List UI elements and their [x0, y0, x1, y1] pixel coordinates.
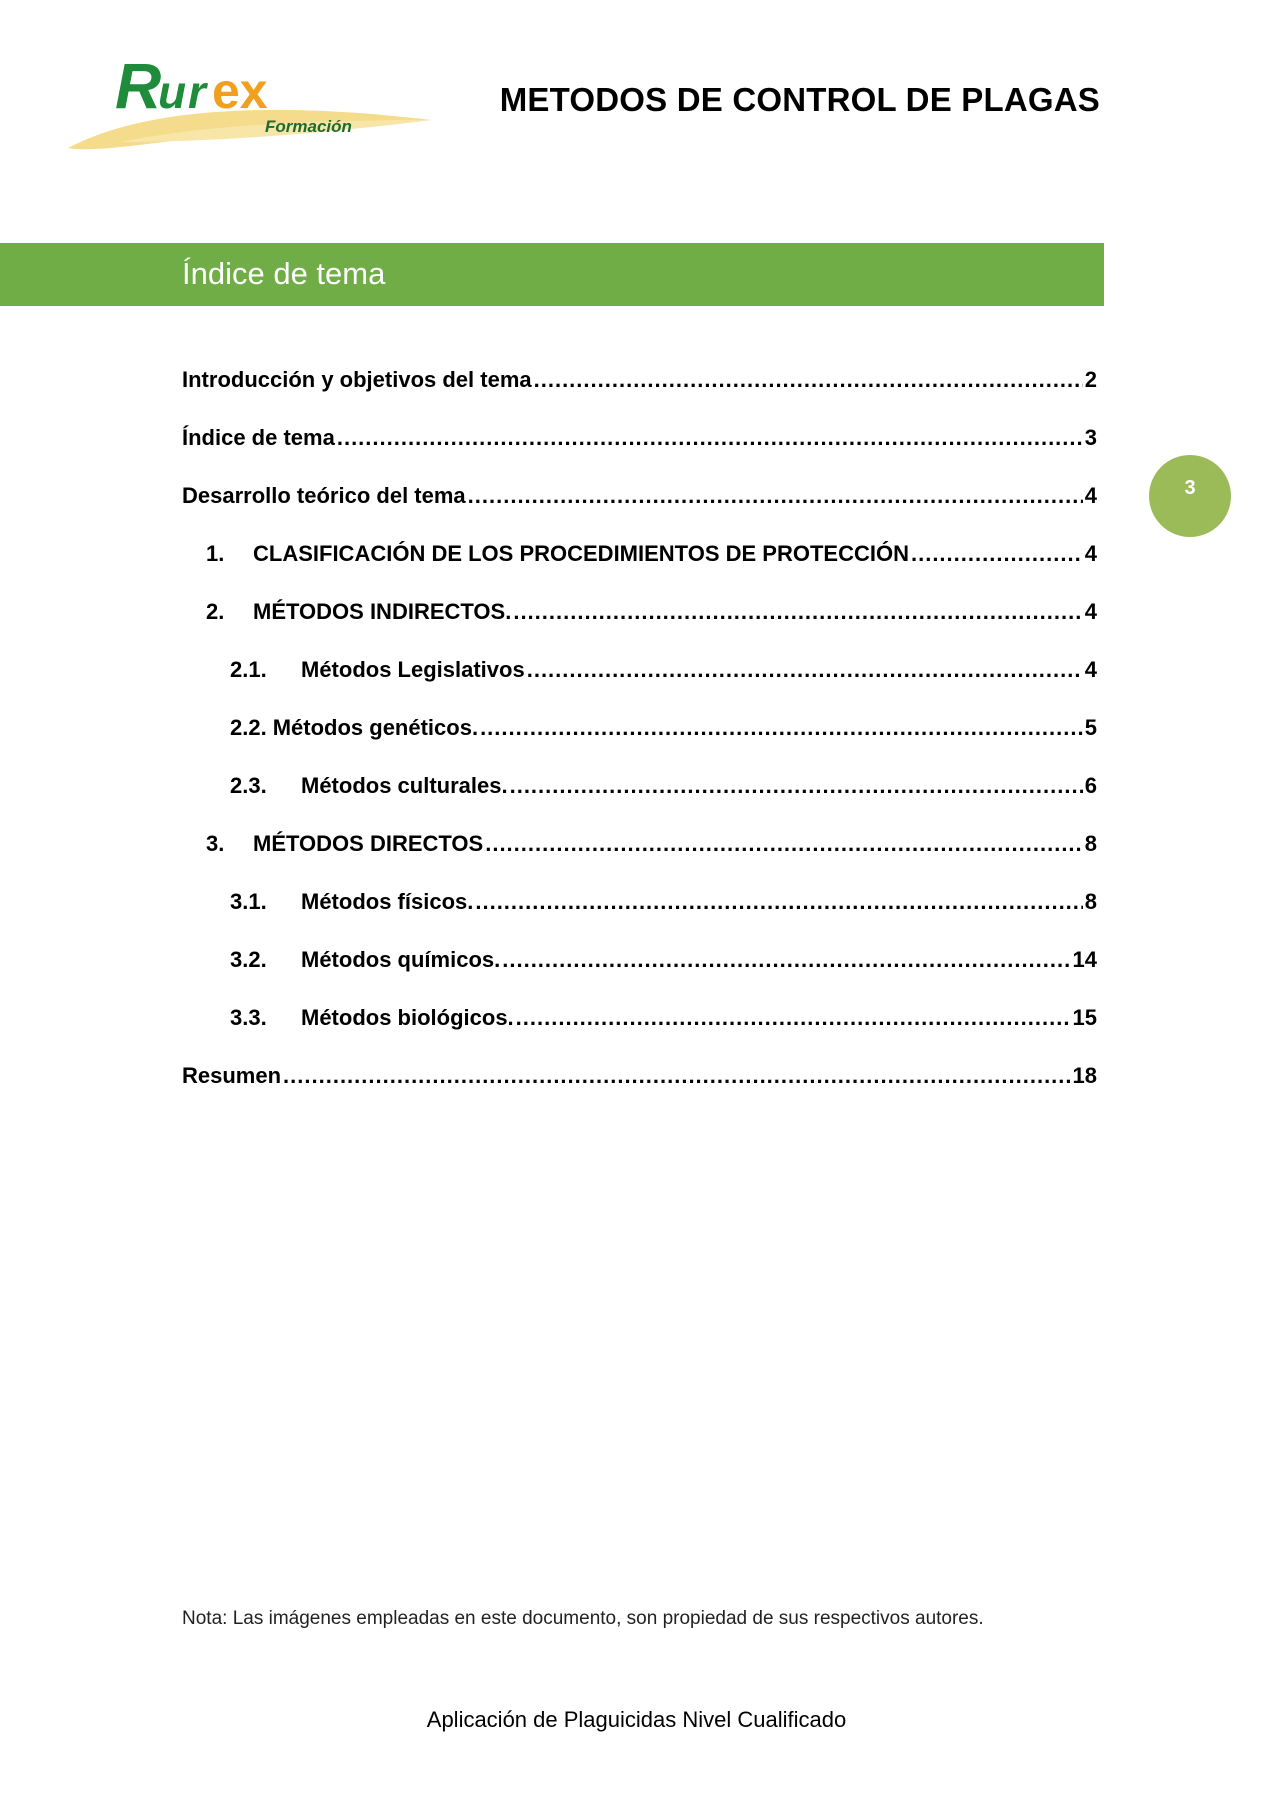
svg-text:Formación: Formación	[265, 117, 352, 136]
toc-entry-page: 4	[1084, 657, 1097, 682]
toc-dot-leader	[337, 423, 1083, 453]
toc-dot-leader	[468, 481, 1083, 511]
toc-entry-title: Índice de tema	[182, 425, 335, 450]
toc-entry-page: 18	[1072, 1063, 1097, 1088]
svg-text:ex: ex	[212, 63, 268, 119]
toc-entry-page: 2	[1084, 367, 1097, 392]
toc-dot-leader	[510, 771, 1083, 801]
toc-entry-title: MÉTODOS INDIRECTOS.	[253, 599, 512, 624]
toc-entry-title: CLASIFICACIÓN DE LOS PROCEDIMIENTOS DE PROTECCIÓN	[253, 541, 909, 566]
table-of-contents	[182, 365, 1097, 1119]
toc-entry-title: MÉTODOS DIRECTOS	[253, 831, 484, 856]
toc-dot-leader	[911, 539, 1083, 569]
toc-entry[interactable]	[182, 423, 1097, 481]
toc-entry[interactable]	[182, 771, 1097, 829]
svg-text:R: R	[115, 50, 162, 122]
toc-dot-leader	[534, 365, 1083, 395]
svg-text:u: u	[158, 66, 187, 118]
document-title: METODOS DE CONTROL DE PLAGAS	[499, 81, 1100, 118]
toc-entry-number: 3.1.	[230, 889, 267, 914]
rurex-logo	[60, 30, 440, 160]
toc-entry-page: 4	[1084, 541, 1097, 566]
toc-entry[interactable]	[182, 1003, 1097, 1061]
toc-entry[interactable]	[182, 481, 1097, 539]
toc-entry-title: Desarrollo teórico del tema	[182, 483, 466, 508]
toc-dot-leader	[513, 597, 1082, 627]
toc-entry-number: 3.	[206, 831, 225, 856]
toc-entry-title: Métodos genéticos.	[272, 715, 479, 740]
toc-entry-title: Métodos culturales.	[301, 773, 508, 798]
toc-entry[interactable]	[182, 365, 1097, 423]
toc-dot-leader	[485, 829, 1083, 859]
toc-entry-number: 3.2.	[230, 947, 267, 972]
toc-entry-page: 8	[1084, 831, 1097, 856]
toc-entry-page: 6	[1084, 773, 1097, 798]
section-banner	[0, 243, 1104, 306]
toc-entry-page: 3	[1084, 425, 1097, 450]
toc-entry-title: Métodos químicos.	[301, 947, 501, 972]
toc-entry-page: 14	[1072, 947, 1097, 972]
toc-entry-title: Resumen	[182, 1063, 282, 1088]
page-footer: Aplicación de Plaguicidas Nivel Cualificado	[426, 1707, 847, 1732]
toc-entry[interactable]	[182, 887, 1097, 945]
toc-dot-leader	[283, 1061, 1070, 1091]
toc-entry-number: 2.3.	[230, 773, 267, 798]
toc-entry[interactable]	[182, 1061, 1097, 1119]
toc-entry[interactable]	[182, 829, 1097, 887]
toc-dot-leader	[527, 655, 1083, 685]
toc-entry[interactable]	[182, 597, 1097, 655]
toc-entry[interactable]	[182, 539, 1097, 597]
toc-entry-page: 4	[1084, 483, 1097, 508]
toc-entry[interactable]	[182, 655, 1097, 713]
svg-text:r: r	[188, 66, 206, 118]
toc-entry-page: 8	[1084, 889, 1097, 914]
section-title: Índice de tema	[182, 256, 386, 291]
toc-entry-title: Introducción y objetivos del tema	[182, 367, 532, 392]
toc-entry-title: Métodos biológicos.	[301, 1005, 514, 1030]
toc-entry-page: 4	[1084, 599, 1097, 624]
toc-entry-number: 1.	[206, 541, 225, 566]
toc-entry-number: 2.	[206, 599, 225, 624]
toc-entry[interactable]	[182, 945, 1097, 1003]
toc-entry-title: Métodos Legislativos	[301, 657, 525, 682]
toc-dot-leader	[516, 1003, 1071, 1033]
toc-dot-leader	[480, 713, 1083, 743]
page-number: 3	[1184, 477, 1196, 499]
toc-entry-title: Métodos físicos.	[301, 889, 474, 914]
toc-entry-number: 3.3.	[230, 1005, 267, 1030]
toc-entry-page: 5	[1084, 715, 1097, 740]
toc-entry-page: 15	[1072, 1005, 1097, 1030]
page-number-badge	[1149, 455, 1231, 537]
toc-dot-leader	[502, 945, 1070, 975]
image-rights-note: Nota: Las imágenes empleadas en este documento, son propiedad de sus respectivos autores.	[182, 1608, 984, 1629]
toc-entry-number: 2.1.	[230, 657, 267, 682]
toc-entry[interactable]	[182, 713, 1097, 771]
toc-dot-leader	[475, 887, 1082, 917]
toc-entry-number: 2.2.	[230, 715, 267, 740]
